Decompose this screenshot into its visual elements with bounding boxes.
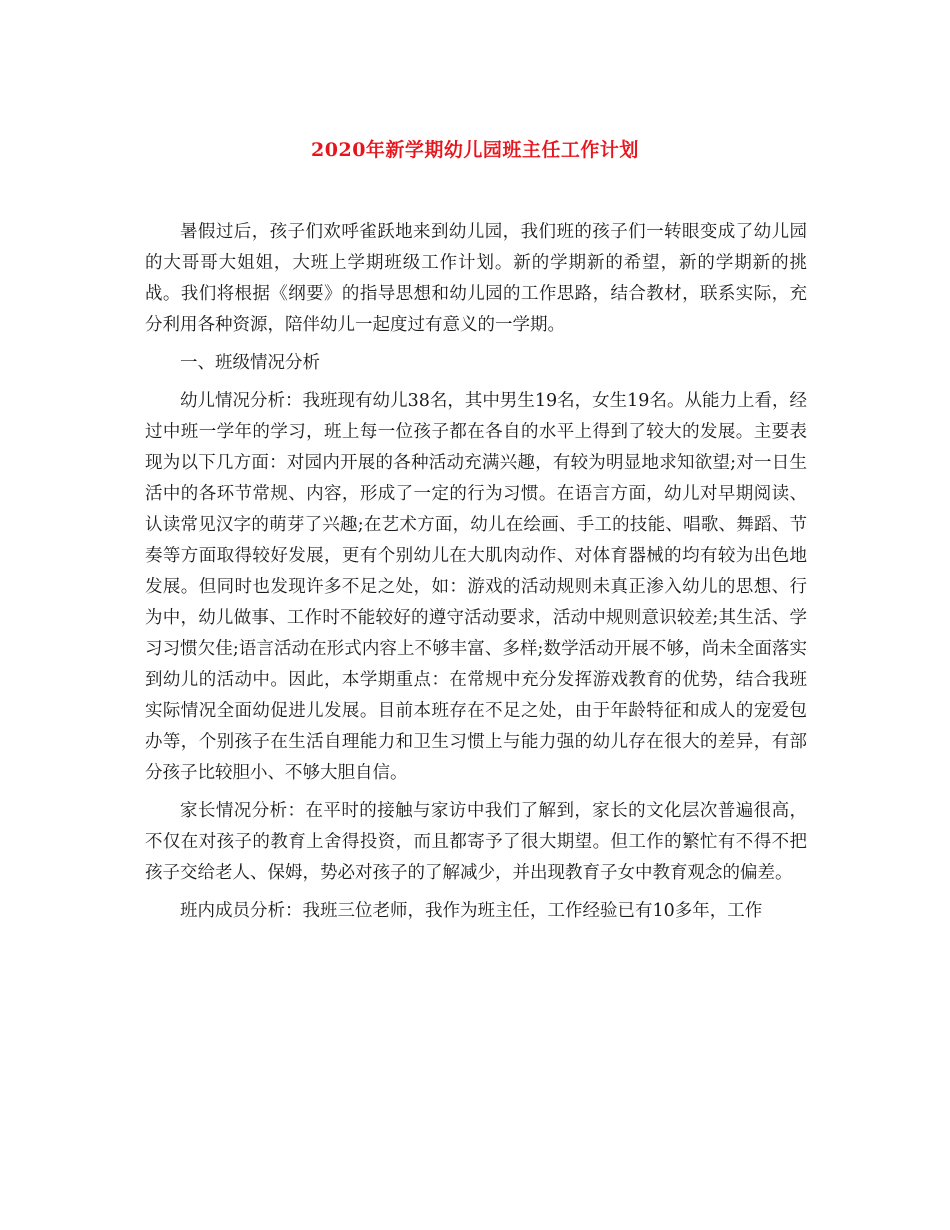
- document-body: [145, 217, 807, 934]
- children-analysis-paragraph: 幼儿情况分析：我班现有幼儿38名，其中男生19名，女生19名。从能力上看，经过中班一学年的学习，班上每一位孩子都在各自的水平上得到了较大的发展。主要表现为以下几方面：对园内开展的各种活动充满兴趣，有较为明显地求知欲望;对一日生活中的各环节常规、内容，形成了一定的行为习惯。在语言方面，幼儿对早期阅读、认读常见汉字的萌芽了兴趣;在艺术方面，幼儿在绘画、手工的技能、唱歌、舞蹈、节奏等方面取得较好发展，更有个别幼儿在大肌肉动作、对体育器械的均有较为出色地发展。但同时也发现许多不足之处，如：游戏的活动规则未真正渗入幼儿的思想、行为中，幼儿做事、工作时不能较好的遵守活动要求，活动中规则意识较差;其生活、学习习惯欠佳;语言活动在形式内容上不够丰富、多样;数学活动开展不够，尚未全面落实到幼儿的活动中。因此，本学期重点：在常规中充分发挥游戏教育的优势，结合我班实际情况全面幼促进儿发展。目前本班存在不足之处，由于年龄特征和成人的宠爱包办等，个别孩子在生活自理能力和卫生习惯上与能力强的幼儿存在很大的差异，有部分孩子比较胆小、不够大胆自信。: [145, 391, 807, 783]
- document-title: 2020年新学期幼儿园班主任工作计划: [311, 139, 639, 161]
- section-heading-class-analysis: 一、班级情况分析: [180, 353, 320, 373]
- intro-paragraph: 暑假过后，孩子们欢呼雀跃地来到幼儿园，我们班的孩子们一转眼变成了幼儿园的大哥哥大姐姐，大班上学期班级工作计划。新的学期新的希望，新的学期新的挑战。我们将根据《纲要》的指导思想和幼儿园的工作思路，结合教材，联系实际，充分利用各种资源，陪伴幼儿一起度过有意义的一学期。: [145, 222, 807, 335]
- staff-analysis-paragraph: 班内成员分析：我班三位老师，我作为班主任，工作经验已有10多年，工作: [180, 901, 763, 921]
- parents-analysis-paragraph: 家长情况分析：在平时的接触与家访中我们了解到，家长的文化层次普遍很高，不仅在对孩子的教育上舍得投资，而且都寄予了很大期望。但工作的繁忙有不得不把孩子交给老人、保姆，势必对孩子的了解减少，并出现教育子女中教育观念的偏差。: [145, 801, 807, 883]
